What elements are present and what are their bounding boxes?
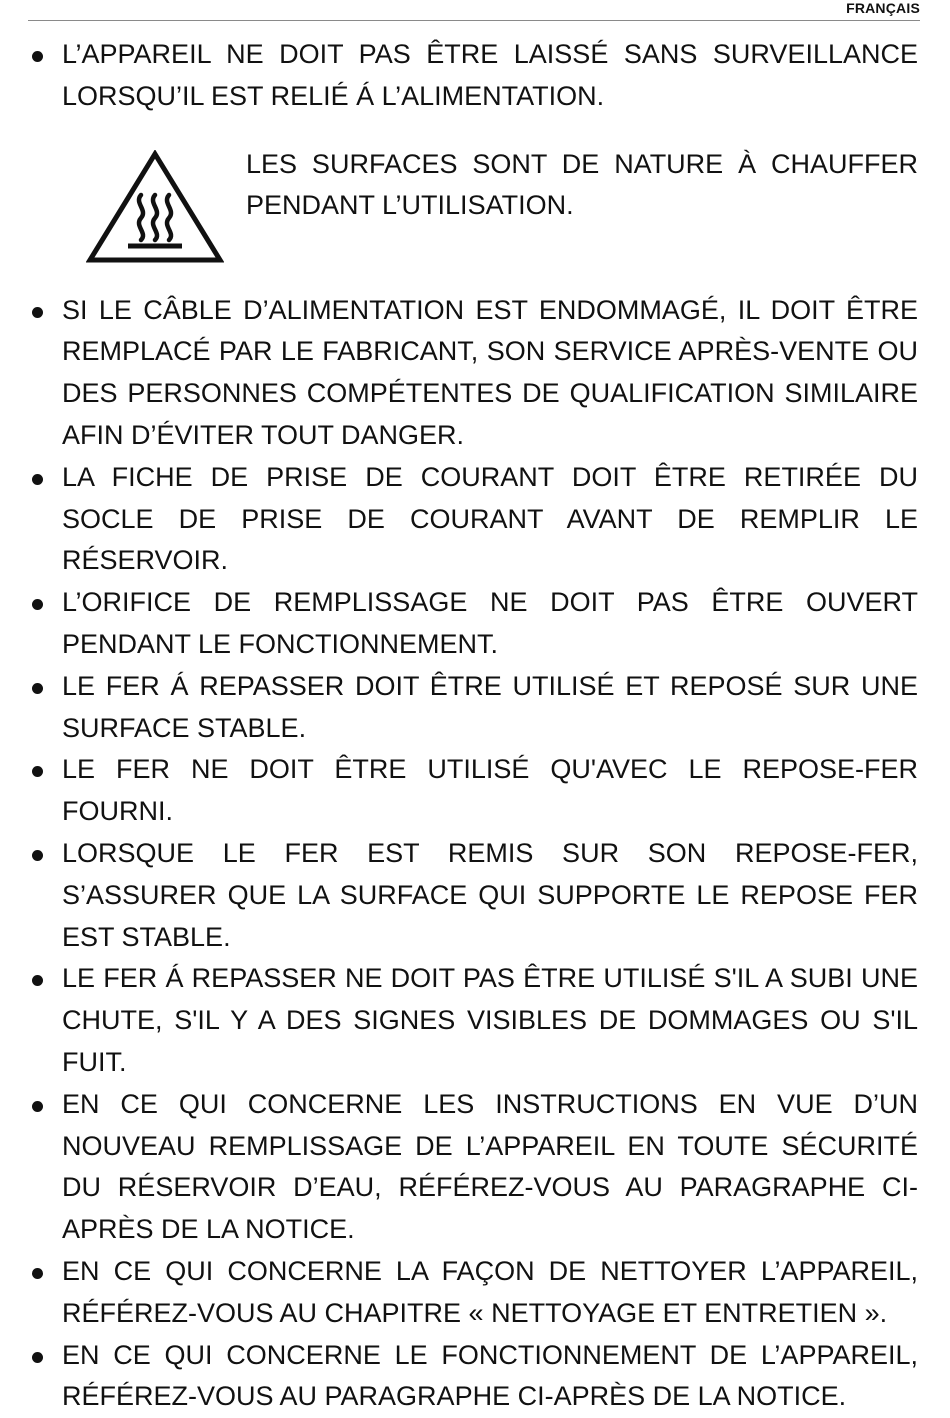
- safety-item-list: [30, 290, 918, 1418]
- hot-surface-warning: [30, 140, 918, 268]
- bullet-icon: [32, 683, 43, 694]
- safety-item-text: EN CE QUI CONCERNE LES INSTRUCTIONS EN VUE D’UN NOUVEAU REMPLISSAGE DE L’APPAREIL EN TOUTE SÉCURITÉ DU RÉSERVOIR D’EAU, RÉFÉREZ-VOUS AU PARAGRAPHE CI-APRÈS DE LA NOTICE.: [62, 1088, 918, 1245]
- safety-item: [30, 958, 918, 1083]
- hot-surface-warning-text: LES SURFACES SONT DE NATURE À CHAUFFER PENDANT L’UTILISATION.: [246, 148, 918, 221]
- safety-item-text: EN CE QUI CONCERNE LE FONCTIONNEMENT DE L’APPAREIL, RÉFÉREZ-VOUS AU PARAGRAPHE CI-APRÈS DE LA NOTICE.: [62, 1339, 918, 1412]
- safety-item: [30, 749, 918, 833]
- bullet-icon: [32, 766, 43, 777]
- safety-item: [30, 666, 918, 750]
- safety-instructions: [30, 34, 918, 1418]
- bullet-icon: [32, 307, 43, 318]
- header-divider: [28, 20, 920, 21]
- safety-item: [30, 1251, 918, 1335]
- safety-item: [30, 1084, 918, 1251]
- safety-item: [30, 833, 918, 958]
- page-language-header: FRANÇAIS: [846, 0, 920, 16]
- bullet-icon: [32, 975, 43, 986]
- bullet-icon: [32, 599, 43, 610]
- bullet-icon: [32, 1268, 43, 1279]
- bullet-icon: [32, 51, 43, 62]
- safety-item-text: L’ORIFICE DE REMPLISSAGE NE DOIT PAS ÊTRE OUVERT PENDANT LE FONCTIONNEMENT.: [62, 587, 918, 659]
- safety-item-text: L’APPAREIL NE DOIT PAS ÊTRE LAISSÉ SANS SURVEILLANCE LORSQU’IL EST RELIÉ Á L’ALIMENTATION.: [62, 39, 918, 111]
- bullet-icon: [32, 1101, 43, 1112]
- safety-item-text: LE FER Á REPASSER NE DOIT PAS ÊTRE UTILISÉ S'IL A SUBI UNE CHUTE, S'IL Y A DES SIGNES VISIBLES DE DOMMAGES OU S'IL FUIT.: [62, 963, 918, 1077]
- safety-item: [30, 1335, 918, 1418]
- hot-surface-warning-icon: [86, 150, 224, 264]
- safety-item: [30, 290, 918, 457]
- bullet-icon: [32, 850, 43, 861]
- safety-item-text: LE FER NE DOIT ÊTRE UTILISÉ QU'AVEC LE REPOSE-FER FOURNI.: [62, 754, 918, 827]
- bullet-icon: [32, 474, 43, 485]
- safety-item-text: EN CE QUI CONCERNE LA FAÇON DE NETTOYER L’APPAREIL, RÉFÉREZ-VOUS AU CHAPITRE « NETTOYAGE ET ENTRETIEN ».: [62, 1255, 918, 1328]
- safety-item-text: LORSQUE LE FER EST REMIS SUR SON REPOSE-FER, S’ASSURER QUE LA SURFACE QUI SUPPORTE LE REPOSE FER EST STABLE.: [62, 837, 918, 952]
- safety-item: [30, 34, 918, 118]
- bullet-icon: [32, 1352, 43, 1363]
- safety-item: [30, 582, 918, 666]
- safety-item: [30, 457, 918, 582]
- safety-item-text: LA FICHE DE PRISE DE COURANT DOIT ÊTRE RETIRÉE DU SOCLE DE PRISE DE COURANT AVANT DE REMPLIR LE RÉSERVOIR.: [62, 461, 918, 576]
- safety-item-text: LE FER Á REPASSER DOIT ÊTRE UTILISÉ ET REPOSÉ SUR UNE SURFACE STABLE.: [62, 670, 918, 743]
- safety-item-text: SI LE CÂBLE D’ALIMENTATION EST ENDOMMAGÉ, IL DOIT ÊTRE REMPLACÉ PAR LE FABRICANT, SON SERVICE APRÈS-VENTE OU DES PERSONNES COMPÉTENTES DE QUALIFICATION SIMILAIRE AFIN D’ÉVITER TOUT DANGER.: [62, 294, 918, 450]
